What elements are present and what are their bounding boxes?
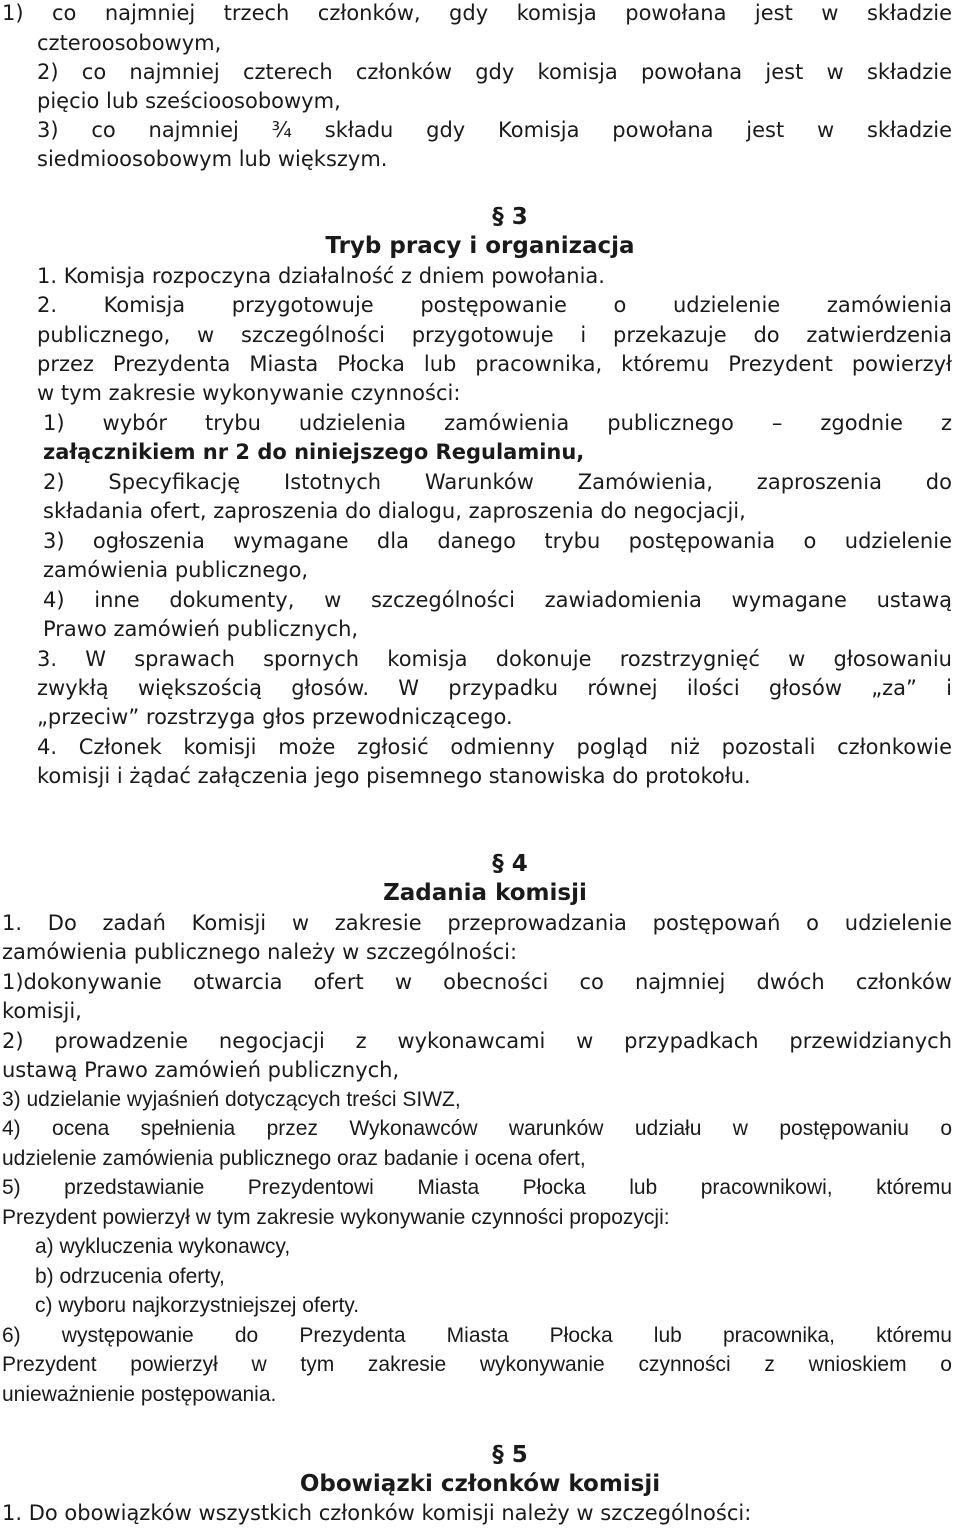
text-line: 4. Członek komisji może zgłosić odmienny pogląd niż pozostali członkowie: [37, 735, 952, 759]
text-line: 4) inne dokumenty, w szczególności zawiadomienia wymagane ustawą: [43, 588, 952, 612]
text-line: 2. Komisja przygotowuje postępowanie o udzielenie zamówienia: [37, 293, 952, 317]
list-item: b) odrzucenia oferty,: [35, 1265, 225, 1288]
text-line: 2) Specyfikację Istotnych Warunków Zamówienia, zaproszenia do: [43, 470, 952, 494]
text-line: składania ofert, zaproszenia do dialogu, zaproszenia do negocjacji,: [43, 499, 746, 523]
text-line: udzielenie zamówienia publicznego oraz badanie i ocena ofert,: [2, 1147, 586, 1170]
text-line: 2) prowadzenie negocjacji z wykonawcami w przypadkach przewidzianych: [2, 1029, 952, 1053]
text-line: 1. Do obowiązków wszystkich członków komisji należy w szczególności:: [2, 1501, 752, 1525]
text-line: 3) udzielanie wyjaśnień dotyczących treści SIWZ,: [2, 1088, 461, 1111]
list-item: c) wyboru najkorzystniejszej oferty.: [35, 1294, 360, 1317]
text-line: 1. Komisja rozpoczyna działalność z dniem powołania.: [37, 264, 605, 288]
text-line: siedmioosobowym lub większym.: [37, 147, 388, 171]
section-number: § 5: [492, 1442, 528, 1468]
text-line: komisji,: [2, 999, 82, 1023]
text-line: ustawą Prawo zamówień publicznych,: [2, 1058, 400, 1082]
text-line: „przeciw” rozstrzyga głos przewodniczącego.: [37, 705, 513, 729]
text-line-bold: załącznikiem nr 2 do niniejszego Regulaminu,: [43, 440, 585, 464]
text-line: 1. Do zadań Komisji w zakresie przeprowadzania postępowań o udzielenie: [2, 911, 952, 935]
text-line: przez Prezydenta Miasta Płocka lub pracownika, któremu Prezydent powierzył: [37, 352, 952, 376]
text-line: 6) występowanie do Prezydenta Miasta Płocka lub pracownika, któremu: [2, 1324, 952, 1347]
text-line: 1) co najmniej trzech członków, gdy komisja powołana jest w składzie: [2, 1, 952, 25]
text-line: w tym zakresie wykonywanie czynności:: [37, 381, 461, 405]
text-line: 3. W sprawach spornych komisja dokonuje rozstrzygnięć w głosowaniu: [37, 647, 952, 671]
text-line: 1) wybór trybu udzielenia zamówienia publicznego – zgodnie z: [43, 411, 952, 435]
text-line: czteroosobowym,: [37, 31, 222, 55]
section-heading: Tryb pracy i organizacja: [325, 233, 635, 259]
text-line: 2) co najmniej czterech członków gdy komisja powołana jest w składzie: [37, 60, 952, 84]
text-line: 3) ogłoszenia wymagane dla danego trybu postępowania o udzielenie: [43, 529, 952, 553]
text-line: 1)dokonywanie otwarcia ofert w obecności co najmniej dwóch członków: [2, 970, 952, 994]
text-line: zamówienia publicznego należy w szczególności:: [2, 940, 518, 964]
text-line: 5) przedstawianie Prezydentowi Miasta Płocka lub pracownikowi, któremu: [2, 1176, 952, 1199]
section-number: § 4: [492, 851, 528, 877]
text-line: zwykłą większością głosów. W przypadku równej ilości głosów „za” i: [37, 676, 952, 700]
text-line: 3) co najmniej ¾ składu gdy Komisja powołana jest w składzie: [37, 118, 952, 142]
text-line: pięcio lub sześcioosobowym,: [37, 89, 341, 113]
text-line: 4) ocena spełnienia przez Wykonawców warunków udziału w postępowaniu o: [2, 1117, 952, 1140]
text-line: Prawo zamówień publicznych,: [43, 617, 359, 641]
text-line: unieważnienie postępowania.: [2, 1383, 277, 1406]
text-line: publicznego, w szczególności przygotowuje i przekazuje do zatwierdzenia: [37, 323, 952, 347]
text-line: komisji i żądać załączenia jego pisemnego stanowiska do protokołu.: [37, 764, 751, 788]
list-item: a) wykluczenia wykonawcy,: [35, 1235, 291, 1258]
section-heading: Zadania komisji: [383, 880, 587, 906]
section-number: § 3: [492, 204, 528, 230]
text-line: zamówienia publicznego,: [43, 558, 309, 582]
section-heading: Obowiązki członków komisji: [299, 1471, 661, 1497]
text-line: Prezydent powierzył w tym zakresie wykonywanie czynności z wnioskiem o: [2, 1353, 952, 1376]
text-line: Prezydent powierzył w tym zakresie wykonywanie czynności propozycji:: [2, 1206, 670, 1229]
